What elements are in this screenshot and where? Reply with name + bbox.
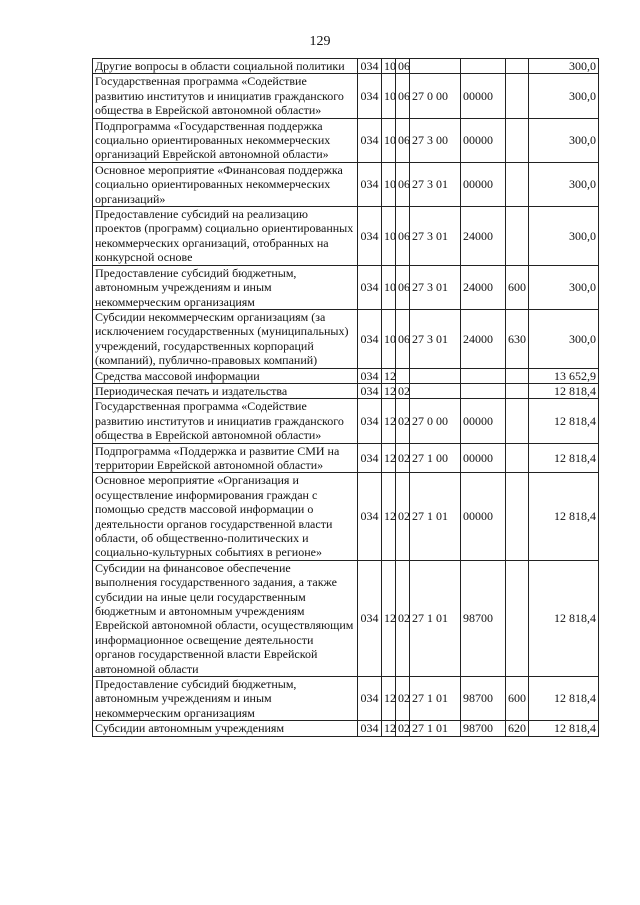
section-code-cell: 10 bbox=[382, 162, 396, 206]
amount-cell: 300,0 bbox=[529, 59, 599, 74]
ministry-code-cell: 034 bbox=[358, 473, 382, 560]
section-code-cell: 12 bbox=[382, 383, 396, 398]
direction-code-cell bbox=[461, 368, 506, 383]
program-code-cell bbox=[410, 59, 461, 74]
table-row bbox=[93, 560, 599, 676]
ministry-code-cell: 034 bbox=[358, 162, 382, 206]
table-row bbox=[93, 162, 599, 206]
program-code-cell bbox=[410, 383, 461, 398]
row-name-cell: Предоставление субсидий на реализацию проектов (программ) социально ориентированных некоммерческих организаций, отобранных на конкурсной основе bbox=[93, 207, 358, 266]
section-code-cell: 10 bbox=[382, 74, 396, 118]
row-name-cell: Государственная программа «Содействие развитию институтов и инициатив гражданского общества в Еврейской автономной области» bbox=[93, 399, 358, 443]
table-row bbox=[93, 59, 599, 74]
section-code-cell: 12 bbox=[382, 677, 396, 721]
subsection-code-cell: 02 bbox=[396, 560, 410, 676]
amount-cell: 300,0 bbox=[529, 309, 599, 368]
table-row bbox=[93, 118, 599, 162]
table-row bbox=[93, 383, 599, 398]
program-code-cell: 27 1 00 bbox=[410, 443, 461, 473]
section-code-cell: 12 bbox=[382, 473, 396, 560]
ministry-code-cell: 034 bbox=[358, 309, 382, 368]
subsection-code-cell: 02 bbox=[396, 399, 410, 443]
subsection-code-cell: 06 bbox=[396, 207, 410, 266]
subsection-code-cell: 06 bbox=[396, 162, 410, 206]
subsection-code-cell: 06 bbox=[396, 118, 410, 162]
expense-type-cell bbox=[506, 473, 529, 560]
section-code-cell: 10 bbox=[382, 59, 396, 74]
expense-type-cell: 620 bbox=[506, 721, 529, 736]
table-row bbox=[93, 677, 599, 721]
expense-type-cell bbox=[506, 59, 529, 74]
row-name-cell: Другие вопросы в области социальной политики bbox=[93, 59, 358, 74]
direction-code-cell: 00000 bbox=[461, 399, 506, 443]
page-number: 129 bbox=[309, 34, 331, 49]
table-row bbox=[93, 399, 599, 443]
row-name-cell: Субсидии автономным учреждениям bbox=[93, 721, 358, 736]
expense-type-cell bbox=[506, 118, 529, 162]
table-row bbox=[93, 265, 599, 309]
ministry-code-cell: 034 bbox=[358, 721, 382, 736]
row-name-cell: Субсидии на финансовое обеспечение выполнения государственного задания, а также субсидии на иные цели государственным бюджетным и автономным учреждениям Еврейской автономной области, осуществляющим информационное освещение деятельности органов государственной власти Еврейской автономной области bbox=[93, 560, 358, 676]
subsection-code-cell: 06 bbox=[396, 265, 410, 309]
ministry-code-cell: 034 bbox=[358, 677, 382, 721]
ministry-code-cell: 034 bbox=[358, 207, 382, 266]
amount-cell: 300,0 bbox=[529, 74, 599, 118]
amount-cell: 12 818,4 bbox=[529, 383, 599, 398]
ministry-code-cell: 034 bbox=[358, 59, 382, 74]
amount-cell: 12 818,4 bbox=[529, 399, 599, 443]
row-name-cell: Периодическая печать и издательства bbox=[93, 383, 358, 398]
direction-code-cell: 24000 bbox=[461, 309, 506, 368]
table-row bbox=[93, 721, 599, 736]
row-name-cell: Подпрограмма «Поддержка и развитие СМИ на территории Еврейской автономной области» bbox=[93, 443, 358, 473]
subsection-code-cell: 02 bbox=[396, 721, 410, 736]
section-code-cell: 10 bbox=[382, 309, 396, 368]
amount-cell: 300,0 bbox=[529, 265, 599, 309]
row-name-cell: Предоставление субсидий бюджетным, автономным учреждениям и иным некоммерческим организациям bbox=[93, 677, 358, 721]
amount-cell: 300,0 bbox=[529, 118, 599, 162]
expense-type-cell bbox=[506, 560, 529, 676]
subsection-code-cell: 02 bbox=[396, 473, 410, 560]
table-row bbox=[93, 207, 599, 266]
expense-type-cell bbox=[506, 383, 529, 398]
section-code-cell: 12 bbox=[382, 399, 396, 443]
direction-code-cell: 00000 bbox=[461, 118, 506, 162]
ministry-code-cell: 034 bbox=[358, 383, 382, 398]
direction-code-cell: 00000 bbox=[461, 162, 506, 206]
subsection-code-cell: 02 bbox=[396, 443, 410, 473]
ministry-code-cell: 034 bbox=[358, 118, 382, 162]
expense-type-cell: 600 bbox=[506, 265, 529, 309]
row-name-cell: Основное мероприятие «Организация и осуществление информирования граждан с помощью средств массовой информации о деятельности органов государственной власти области, об общественно-политических и социально-культурных событиях в регионе» bbox=[93, 473, 358, 560]
table-row bbox=[93, 473, 599, 560]
ministry-code-cell: 034 bbox=[358, 560, 382, 676]
program-code-cell: 27 3 00 bbox=[410, 118, 461, 162]
table-row bbox=[93, 309, 599, 368]
amount-cell: 300,0 bbox=[529, 207, 599, 266]
direction-code-cell: 98700 bbox=[461, 560, 506, 676]
program-code-cell: 27 1 01 bbox=[410, 677, 461, 721]
direction-code-cell: 24000 bbox=[461, 207, 506, 266]
section-code-cell: 10 bbox=[382, 118, 396, 162]
expense-type-cell bbox=[506, 207, 529, 266]
expense-type-cell: 630 bbox=[506, 309, 529, 368]
expense-type-cell bbox=[506, 162, 529, 206]
program-code-cell: 27 1 01 bbox=[410, 721, 461, 736]
direction-code-cell: 00000 bbox=[461, 74, 506, 118]
program-code-cell: 27 3 01 bbox=[410, 309, 461, 368]
budget-table bbox=[92, 58, 599, 737]
direction-code-cell: 24000 bbox=[461, 265, 506, 309]
direction-code-cell bbox=[461, 383, 506, 398]
section-code-cell: 12 bbox=[382, 721, 396, 736]
amount-cell: 12 818,4 bbox=[529, 721, 599, 736]
ministry-code-cell: 034 bbox=[358, 399, 382, 443]
subsection-code-cell: 02 bbox=[396, 677, 410, 721]
row-name-cell: Средства массовой информации bbox=[93, 368, 358, 383]
section-code-cell: 12 bbox=[382, 443, 396, 473]
ministry-code-cell: 034 bbox=[358, 443, 382, 473]
amount-cell: 12 818,4 bbox=[529, 677, 599, 721]
program-code-cell: 27 1 01 bbox=[410, 473, 461, 560]
program-code-cell: 27 0 00 bbox=[410, 74, 461, 118]
row-name-cell: Государственная программа «Содействие развитию институтов и инициатив гражданского общества в Еврейской автономной области» bbox=[93, 74, 358, 118]
program-code-cell bbox=[410, 368, 461, 383]
table-row bbox=[93, 368, 599, 383]
row-name-cell: Основное мероприятие «Финансовая поддержка социально ориентированных некоммерческих организаций» bbox=[93, 162, 358, 206]
amount-cell: 13 652,9 bbox=[529, 368, 599, 383]
row-name-cell: Предоставление субсидий бюджетным, автономным учреждениям и иным некоммерческим организациям bbox=[93, 265, 358, 309]
amount-cell: 12 818,4 bbox=[529, 473, 599, 560]
amount-cell: 12 818,4 bbox=[529, 443, 599, 473]
direction-code-cell: 98700 bbox=[461, 721, 506, 736]
expense-type-cell bbox=[506, 368, 529, 383]
direction-code-cell: 98700 bbox=[461, 677, 506, 721]
program-code-cell: 27 0 00 bbox=[410, 399, 461, 443]
section-code-cell: 12 bbox=[382, 560, 396, 676]
direction-code-cell: 00000 bbox=[461, 443, 506, 473]
subsection-code-cell: 06 bbox=[396, 309, 410, 368]
section-code-cell: 10 bbox=[382, 207, 396, 266]
table-body bbox=[93, 59, 599, 737]
direction-code-cell bbox=[461, 59, 506, 74]
expense-type-cell: 600 bbox=[506, 677, 529, 721]
section-code-cell: 10 bbox=[382, 265, 396, 309]
amount-cell: 300,0 bbox=[529, 162, 599, 206]
program-code-cell: 27 3 01 bbox=[410, 162, 461, 206]
table-row bbox=[93, 443, 599, 473]
amount-cell: 12 818,4 bbox=[529, 560, 599, 676]
subsection-code-cell bbox=[396, 368, 410, 383]
expense-type-cell bbox=[506, 74, 529, 118]
table-row bbox=[93, 74, 599, 118]
section-code-cell: 12 bbox=[382, 368, 396, 383]
ministry-code-cell: 034 bbox=[358, 368, 382, 383]
row-name-cell: Субсидии некоммерческим организациям (за исключением государственных (муниципальных) учреждений, государственных корпораций (компаний), публично-правовых компаний) bbox=[93, 309, 358, 368]
subsection-code-cell: 02 bbox=[396, 383, 410, 398]
expense-type-cell bbox=[506, 399, 529, 443]
ministry-code-cell: 034 bbox=[358, 265, 382, 309]
row-name-cell: Подпрограмма «Государственная поддержка социально ориентированных некоммерческих организаций Еврейской автономной области» bbox=[93, 118, 358, 162]
expense-type-cell bbox=[506, 443, 529, 473]
subsection-code-cell: 06 bbox=[396, 59, 410, 74]
direction-code-cell: 00000 bbox=[461, 473, 506, 560]
program-code-cell: 27 3 01 bbox=[410, 207, 461, 266]
ministry-code-cell: 034 bbox=[358, 74, 382, 118]
program-code-cell: 27 1 01 bbox=[410, 560, 461, 676]
subsection-code-cell: 06 bbox=[396, 74, 410, 118]
program-code-cell: 27 3 01 bbox=[410, 265, 461, 309]
